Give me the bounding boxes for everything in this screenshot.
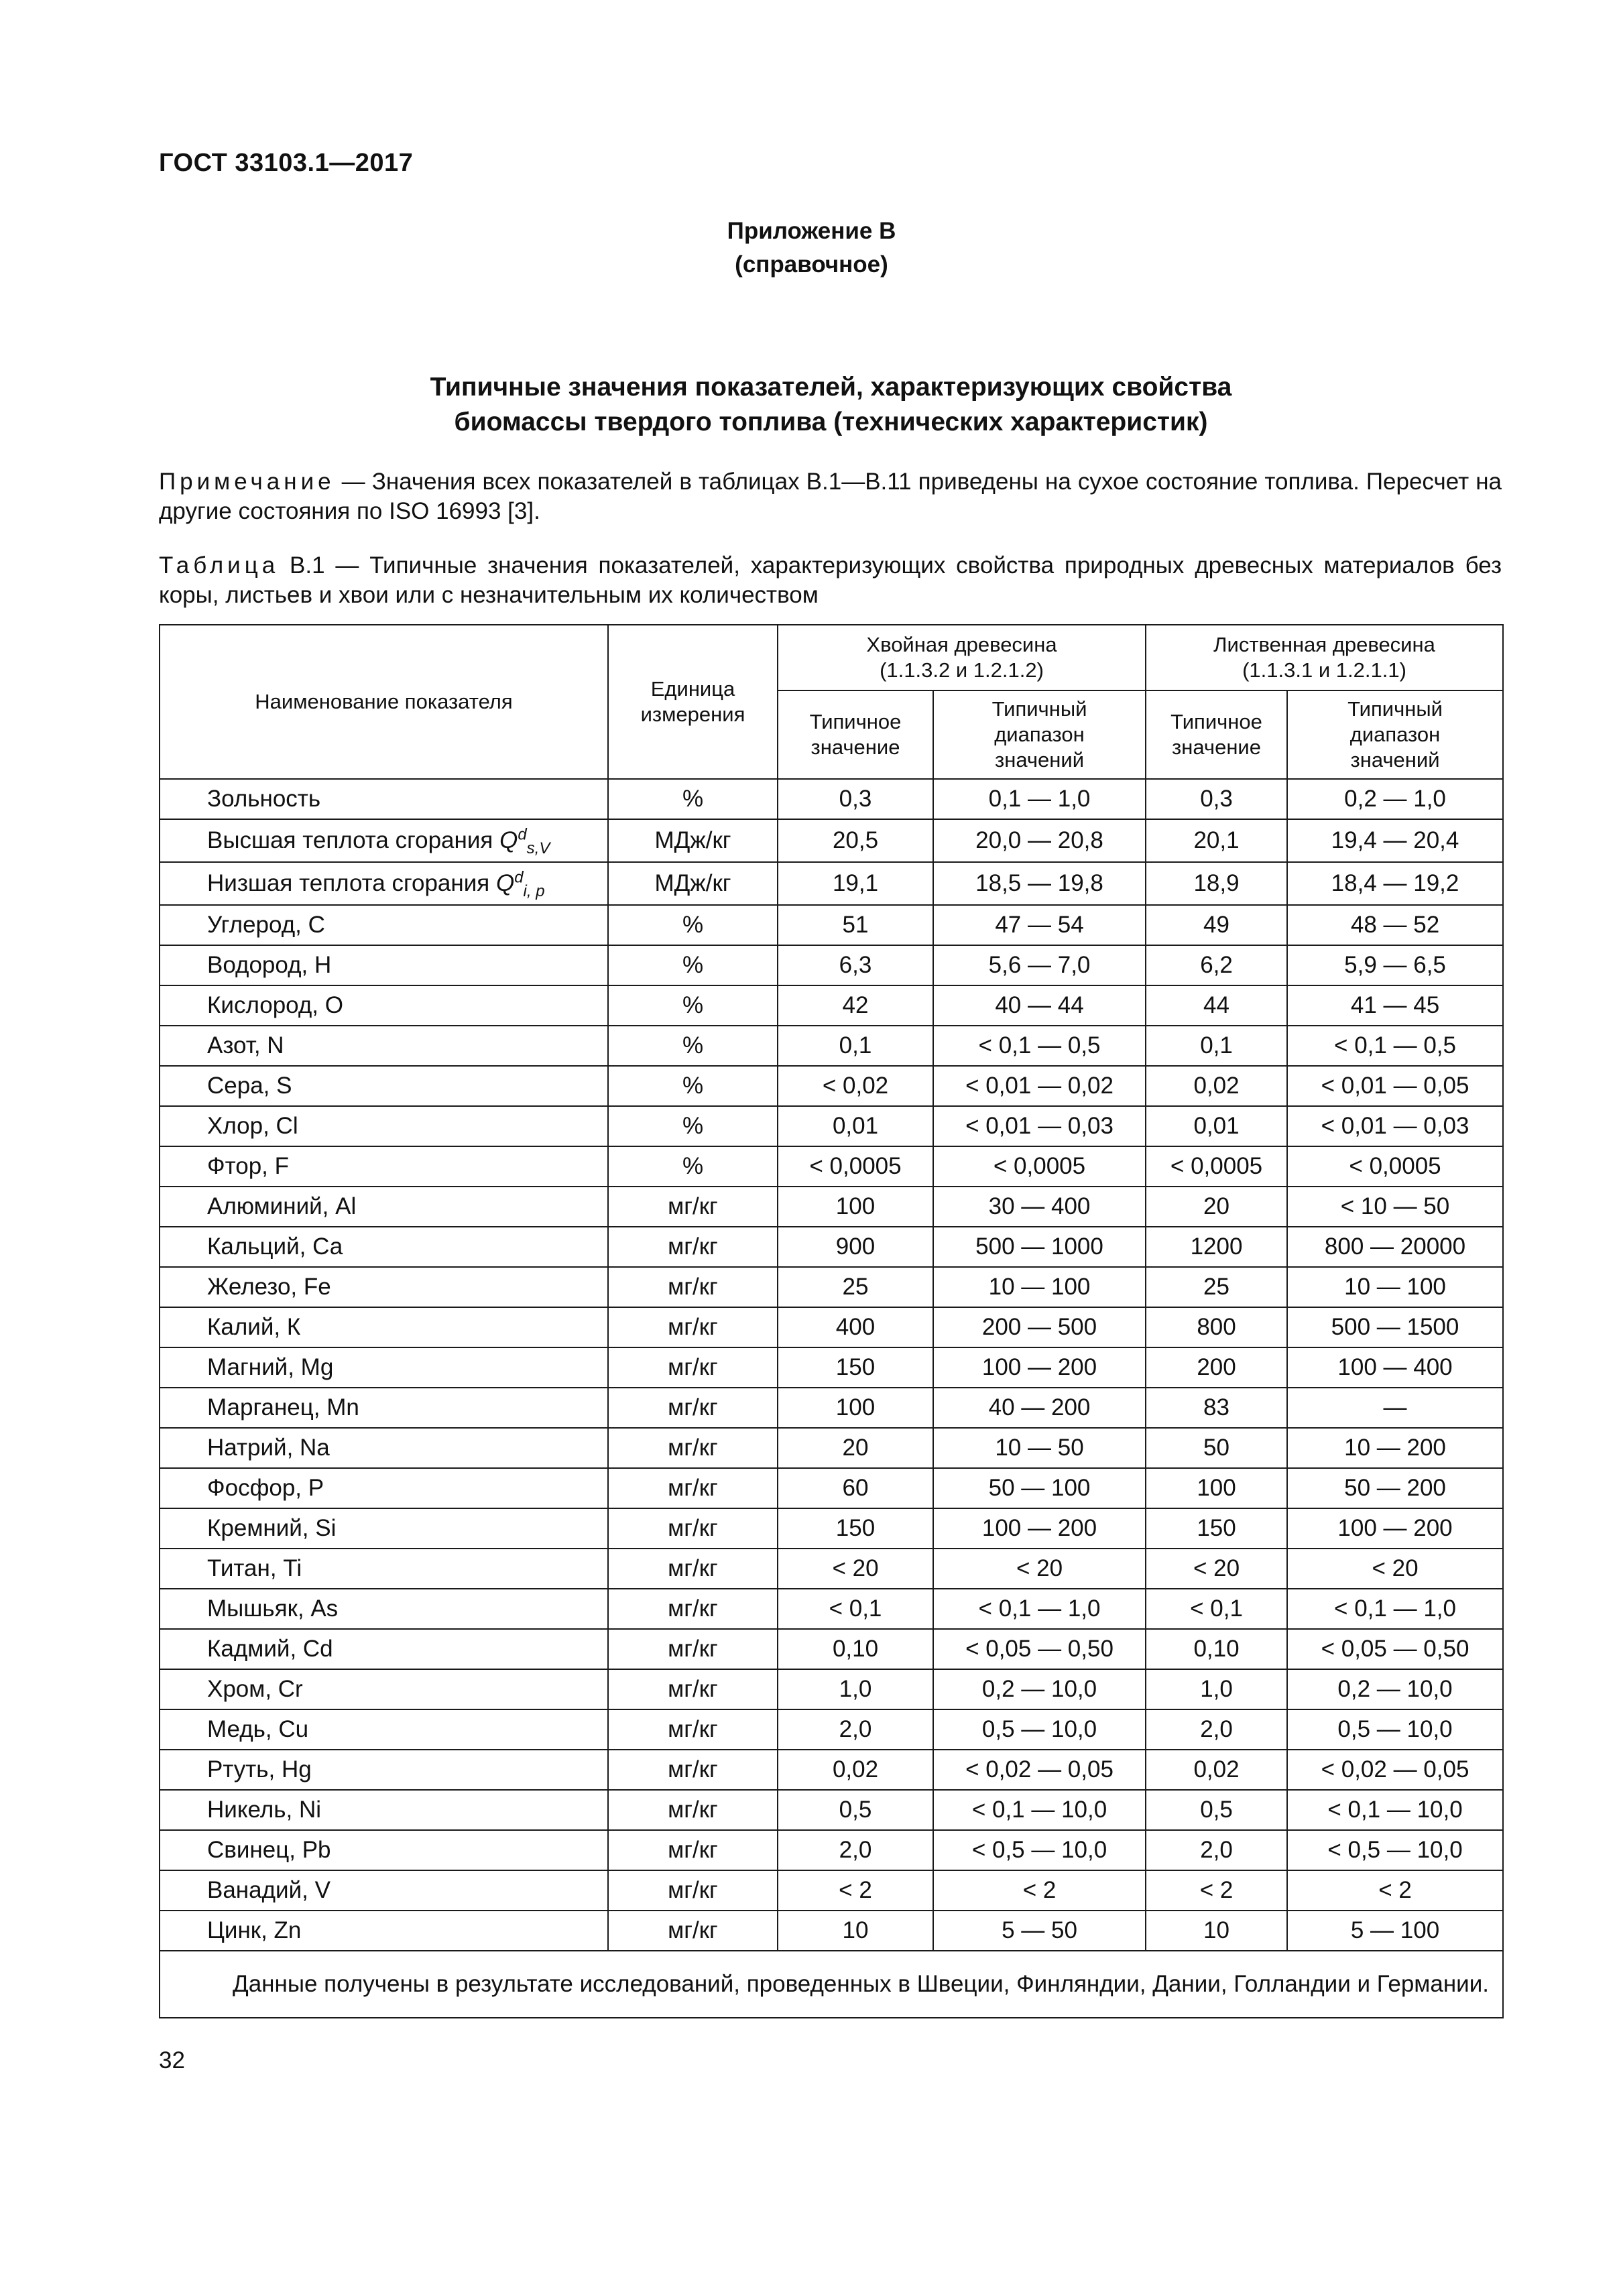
row-unit: мг/кг xyxy=(608,1830,778,1870)
row-name: Кислород, О xyxy=(160,985,608,1026)
row-deciduous-typical: 0,02 xyxy=(1146,1066,1287,1106)
row-conifer-typical: < 2 xyxy=(778,1870,933,1911)
row-conifer-range: < 0,01 — 0,03 xyxy=(933,1106,1146,1146)
page-title xyxy=(0,370,1623,440)
row-name: Хлор, Cl xyxy=(160,1106,608,1146)
row-deciduous-typical: 44 xyxy=(1146,985,1287,1026)
row-conifer-typical: < 0,0005 xyxy=(778,1146,933,1187)
row-conifer-typical: 6,3 xyxy=(778,945,933,985)
row-unit: мг/кг xyxy=(608,1388,778,1428)
row-deciduous-range: 10 — 200 xyxy=(1287,1428,1503,1468)
row-unit: МДж/кг xyxy=(608,862,778,905)
table-caption-label: Таблица xyxy=(159,552,280,579)
row-conifer-typical: 0,1 xyxy=(778,1026,933,1066)
row-deciduous-typical: 150 xyxy=(1146,1508,1287,1549)
row-unit: мг/кг xyxy=(608,1307,778,1347)
row-conifer-range: 0,2 — 10,0 xyxy=(933,1669,1146,1709)
row-conifer-typical: 0,3 xyxy=(778,779,933,819)
row-name: Хром, Cr xyxy=(160,1669,608,1709)
row-conifer-typical: < 0,1 xyxy=(778,1589,933,1629)
row-deciduous-typical: 25 xyxy=(1146,1267,1287,1307)
row-deciduous-range: — xyxy=(1287,1388,1503,1428)
row-conifer-range: < 2 xyxy=(933,1870,1146,1911)
col-header-conifer-line-2: (1.1.3.2 и 1.2.1.2) xyxy=(880,658,1044,682)
row-conifer-typical: 0,02 xyxy=(778,1750,933,1790)
row-name-text: Высшая теплота сгорания xyxy=(207,827,493,853)
note-label: Примечание xyxy=(159,469,335,495)
row-name: Кадмий, Cd xyxy=(160,1629,608,1669)
row-conifer-range: < 0,1 — 0,5 xyxy=(933,1026,1146,1066)
conifer-range-line-3: значений xyxy=(994,748,1085,772)
row-conifer-typical: 100 xyxy=(778,1388,933,1428)
row-deciduous-range: < 0,1 — 10,0 xyxy=(1287,1790,1503,1830)
row-symbol-sup: d xyxy=(518,825,527,844)
row-unit: % xyxy=(608,945,778,985)
col-header-deciduous-range xyxy=(1287,690,1503,779)
col-header-name: Наименование показателя xyxy=(160,625,608,779)
row-unit: % xyxy=(608,1146,778,1187)
row-conifer-range: < 0,5 — 10,0 xyxy=(933,1830,1146,1870)
table-footnote xyxy=(160,1951,1503,2018)
row-conifer-range: < 0,01 — 0,02 xyxy=(933,1066,1146,1106)
row-deciduous-range: < 10 — 50 xyxy=(1287,1187,1503,1227)
row-name: Свинец, Pb xyxy=(160,1830,608,1870)
row-deciduous-range: < 0,01 — 0,03 xyxy=(1287,1106,1503,1146)
row-deciduous-typical: 49 xyxy=(1146,905,1287,945)
row-conifer-typical: 150 xyxy=(778,1508,933,1549)
row-deciduous-range: 0,2 — 1,0 xyxy=(1287,779,1503,819)
row-name: Зольность xyxy=(160,779,608,819)
row-deciduous-range: < 0,1 — 0,5 xyxy=(1287,1026,1503,1066)
row-unit: мг/кг xyxy=(608,1549,778,1589)
row-symbol-sub: s,V xyxy=(526,839,550,857)
row-conifer-range: 200 — 500 xyxy=(933,1307,1146,1347)
page-title-line-1: Типичные значения показателей, характеризующих свойства xyxy=(430,373,1232,402)
row-deciduous-range: < 2 xyxy=(1287,1870,1503,1911)
col-header-unit xyxy=(608,625,778,779)
row-conifer-typical: 400 xyxy=(778,1307,933,1347)
row-deciduous-range: 18,4 — 19,2 xyxy=(1287,862,1503,905)
row-conifer-range: < 0,0005 xyxy=(933,1146,1146,1187)
row-unit: мг/кг xyxy=(608,1227,778,1267)
row-name: Азот, N xyxy=(160,1026,608,1066)
row-deciduous-range: 0,5 — 10,0 xyxy=(1287,1709,1503,1750)
row-deciduous-typical: 1,0 xyxy=(1146,1669,1287,1709)
row-conifer-typical: 900 xyxy=(778,1227,933,1267)
row-deciduous-range: 500 — 1500 xyxy=(1287,1307,1503,1347)
row-conifer-typical: 19,1 xyxy=(778,862,933,905)
footnote-text: Данные получены в результате исследований, проведенных в Швеции, Финляндии, Дании, Голландии и Германии. xyxy=(233,1971,1489,1997)
row-conifer-typical: 20 xyxy=(778,1428,933,1468)
row-conifer-range: 50 — 100 xyxy=(933,1468,1146,1508)
row-conifer-typical: < 20 xyxy=(778,1549,933,1589)
row-unit: мг/кг xyxy=(608,1790,778,1830)
row-deciduous-range: < 20 xyxy=(1287,1549,1503,1589)
row-name: Сера, S xyxy=(160,1066,608,1106)
row-deciduous-typical: 6,2 xyxy=(1146,945,1287,985)
row-name: Ванадий, V xyxy=(160,1870,608,1911)
conifer-range-line-2: диапазон xyxy=(994,723,1085,746)
row-symbol: Q xyxy=(495,870,515,896)
row-deciduous-range: 50 — 200 xyxy=(1287,1468,1503,1508)
row-conifer-typical: 60 xyxy=(778,1468,933,1508)
row-symbol-sub: i, p xyxy=(523,882,545,900)
row-unit: мг/кг xyxy=(608,1508,778,1549)
col-header-deciduous-line-2: (1.1.3.1 и 1.2.1.1) xyxy=(1242,658,1406,682)
row-deciduous-typical: 20 xyxy=(1146,1187,1287,1227)
col-header-conifer-range xyxy=(933,690,1146,779)
deciduous-range-line-3: значений xyxy=(1350,748,1440,772)
row-name: Марганец, Mn xyxy=(160,1388,608,1428)
page-title-line-2: биомассы твердого топлива (технических характеристик) xyxy=(454,408,1208,436)
row-conifer-range: 100 — 200 xyxy=(933,1508,1146,1549)
row-conifer-range: < 0,1 — 1,0 xyxy=(933,1589,1146,1629)
row-conifer-typical: 2,0 xyxy=(778,1709,933,1750)
row-unit: % xyxy=(608,779,778,819)
deciduous-range-line-2: диапазон xyxy=(1349,723,1441,746)
conifer-range-line-1: Типичный xyxy=(991,697,1087,721)
row-deciduous-typical: 20,1 xyxy=(1146,819,1287,862)
row-deciduous-typical: 2,0 xyxy=(1146,1830,1287,1870)
row-conifer-range: 40 — 44 xyxy=(933,985,1146,1026)
row-name: Кремний, Si xyxy=(160,1508,608,1549)
row-conifer-range: 100 — 200 xyxy=(933,1347,1146,1388)
row-conifer-range: 10 — 50 xyxy=(933,1428,1146,1468)
row-unit: % xyxy=(608,1066,778,1106)
col-header-unit-line-1: Единица xyxy=(650,677,735,701)
row-deciduous-range: 0,2 — 10,0 xyxy=(1287,1669,1503,1709)
row-name: Мышьяк, As xyxy=(160,1589,608,1629)
row-conifer-range: 500 — 1000 xyxy=(933,1227,1146,1267)
row-deciduous-range: 5,9 — 6,5 xyxy=(1287,945,1503,985)
col-header-conifer xyxy=(778,625,1146,690)
row-deciduous-typical: 1200 xyxy=(1146,1227,1287,1267)
row-unit: мг/кг xyxy=(608,1709,778,1750)
row-name: Натрий, Na xyxy=(160,1428,608,1468)
row-deciduous-range: < 0,05 — 0,50 xyxy=(1287,1629,1503,1669)
row-conifer-range: < 0,1 — 10,0 xyxy=(933,1790,1146,1830)
row-conifer-typical: < 0,02 xyxy=(778,1066,933,1106)
row-deciduous-range: 41 — 45 xyxy=(1287,985,1503,1026)
row-deciduous-range: 800 — 20000 xyxy=(1287,1227,1503,1267)
row-conifer-typical: 51 xyxy=(778,905,933,945)
row-deciduous-range: < 0,02 — 0,05 xyxy=(1287,1750,1503,1790)
row-conifer-range: 18,5 — 19,8 xyxy=(933,862,1146,905)
row-conifer-range: 40 — 200 xyxy=(933,1388,1146,1428)
row-unit: мг/кг xyxy=(608,1870,778,1911)
row-conifer-typical: 100 xyxy=(778,1187,933,1227)
row-name xyxy=(160,862,608,905)
row-conifer-typical: 20,5 xyxy=(778,819,933,862)
row-conifer-range: 5 — 50 xyxy=(933,1911,1146,1951)
row-deciduous-typical: 0,1 xyxy=(1146,1026,1287,1066)
row-conifer-typical: 0,10 xyxy=(778,1629,933,1669)
col-header-deciduous xyxy=(1146,625,1503,690)
row-deciduous-typical: 100 xyxy=(1146,1468,1287,1508)
row-deciduous-typical: 0,5 xyxy=(1146,1790,1287,1830)
row-conifer-range: 5,6 — 7,0 xyxy=(933,945,1146,985)
row-conifer-typical: 0,01 xyxy=(778,1106,933,1146)
row-conifer-range: 0,1 — 1,0 xyxy=(933,779,1146,819)
page-number: 32 xyxy=(159,2047,185,2073)
note-text: — Значения всех показателей в таблицах В.1—В.11 приведены на сухое состояние топлива. Пересчет на другие состояния по ISO 16993 [3]. xyxy=(159,469,1502,524)
row-deciduous-typical: 83 xyxy=(1146,1388,1287,1428)
row-deciduous-range: 5 — 100 xyxy=(1287,1911,1503,1951)
row-deciduous-typical: < 0,0005 xyxy=(1146,1146,1287,1187)
row-deciduous-typical: 10 xyxy=(1146,1911,1287,1951)
row-deciduous-typical: 2,0 xyxy=(1146,1709,1287,1750)
properties-table xyxy=(159,624,1504,2018)
row-unit: мг/кг xyxy=(608,1428,778,1468)
row-deciduous-typical: 0,3 xyxy=(1146,779,1287,819)
row-unit: МДж/кг xyxy=(608,819,778,862)
row-unit: мг/кг xyxy=(608,1629,778,1669)
standard-designation: ГОСТ 33103.1—2017 xyxy=(159,149,414,177)
row-deciduous-range: 48 — 52 xyxy=(1287,905,1503,945)
row-conifer-typical: 1,0 xyxy=(778,1669,933,1709)
row-unit: % xyxy=(608,985,778,1026)
deciduous-range-line-1: Типичный xyxy=(1347,697,1443,721)
row-name xyxy=(160,819,608,862)
row-name: Фосфор, Р xyxy=(160,1468,608,1508)
row-deciduous-typical: < 0,1 xyxy=(1146,1589,1287,1629)
row-conifer-range: 0,5 — 10,0 xyxy=(933,1709,1146,1750)
row-deciduous-range: < 0,1 — 1,0 xyxy=(1287,1589,1503,1629)
row-unit: мг/кг xyxy=(608,1187,778,1227)
col-header-deciduous-line-1: Лиственная древесина xyxy=(1213,633,1435,656)
row-conifer-range: 20,0 — 20,8 xyxy=(933,819,1146,862)
row-name: Кальций, Са xyxy=(160,1227,608,1267)
row-unit: % xyxy=(608,905,778,945)
row-conifer-range: < 0,02 — 0,05 xyxy=(933,1750,1146,1790)
row-conifer-range: 47 — 54 xyxy=(933,905,1146,945)
row-name: Железо, Fe xyxy=(160,1267,608,1307)
row-name: Цинк, Zn xyxy=(160,1911,608,1951)
note-paragraph xyxy=(159,467,1502,526)
appendix-heading xyxy=(0,215,1623,282)
row-name: Медь, Cu xyxy=(160,1709,608,1750)
row-conifer-range: 30 — 400 xyxy=(933,1187,1146,1227)
col-header-conifer-line-1: Хвойная древесина xyxy=(866,633,1057,656)
row-symbol: Q xyxy=(499,827,518,853)
appendix-type: (справочное) xyxy=(735,251,888,278)
row-unit: мг/кг xyxy=(608,1347,778,1388)
row-conifer-typical: 42 xyxy=(778,985,933,1026)
row-deciduous-range: < 0,0005 xyxy=(1287,1146,1503,1187)
deciduous-typical-line-2: значение xyxy=(1172,735,1261,759)
table-caption-text: В.1 — Типичные значения показателей, характеризующих свойства природных древесных материалов без коры, листьев и хвои или с незначительным их количеством xyxy=(159,552,1502,608)
row-conifer-typical: 0,5 xyxy=(778,1790,933,1830)
conifer-typical-line-2: значение xyxy=(810,735,900,759)
row-unit: % xyxy=(608,1106,778,1146)
row-conifer-typical: 25 xyxy=(778,1267,933,1307)
col-header-unit-line-2: измерения xyxy=(640,703,745,726)
row-conifer-typical: 150 xyxy=(778,1347,933,1388)
row-unit: % xyxy=(608,1026,778,1066)
row-conifer-typical: 10 xyxy=(778,1911,933,1951)
row-deciduous-range: < 0,01 — 0,05 xyxy=(1287,1066,1503,1106)
row-name: Углерод, С xyxy=(160,905,608,945)
row-deciduous-range: 100 — 400 xyxy=(1287,1347,1503,1388)
row-deciduous-typical: 0,01 xyxy=(1146,1106,1287,1146)
conifer-typical-line-1: Типичное xyxy=(809,710,902,733)
deciduous-typical-line-1: Типичное xyxy=(1170,710,1262,733)
appendix-title: Приложение В xyxy=(727,218,896,244)
row-deciduous-typical: < 2 xyxy=(1146,1870,1287,1911)
row-unit: мг/кг xyxy=(608,1589,778,1629)
row-name: Магний, Mg xyxy=(160,1347,608,1388)
row-deciduous-typical: 50 xyxy=(1146,1428,1287,1468)
row-conifer-range: 10 — 100 xyxy=(933,1267,1146,1307)
row-unit: мг/кг xyxy=(608,1750,778,1790)
row-unit: мг/кг xyxy=(608,1669,778,1709)
row-name: Фтор, F xyxy=(160,1146,608,1187)
row-conifer-range: < 20 xyxy=(933,1549,1146,1589)
row-conifer-range: < 0,05 — 0,50 xyxy=(933,1629,1146,1669)
row-deciduous-typical: 0,02 xyxy=(1146,1750,1287,1790)
row-name: Ртуть, Hg xyxy=(160,1750,608,1790)
row-deciduous-typical: < 20 xyxy=(1146,1549,1287,1589)
col-header-deciduous-typical xyxy=(1146,690,1287,779)
row-deciduous-range: 19,4 — 20,4 xyxy=(1287,819,1503,862)
row-deciduous-range: 10 — 100 xyxy=(1287,1267,1503,1307)
row-symbol-sup: d xyxy=(514,868,524,887)
row-name: Титан, Ti xyxy=(160,1549,608,1589)
row-conifer-typical: 2,0 xyxy=(778,1830,933,1870)
row-name: Алюминий, Al xyxy=(160,1187,608,1227)
row-unit: мг/кг xyxy=(608,1267,778,1307)
row-name-text: Низшая теплота сгорания xyxy=(207,870,490,896)
row-deciduous-range: < 0,5 — 10,0 xyxy=(1287,1830,1503,1870)
row-deciduous-typical: 0,10 xyxy=(1146,1629,1287,1669)
row-deciduous-typical: 18,9 xyxy=(1146,862,1287,905)
row-unit: мг/кг xyxy=(608,1911,778,1951)
col-header-conifer-typical xyxy=(778,690,933,779)
row-deciduous-typical: 200 xyxy=(1146,1347,1287,1388)
table-caption xyxy=(159,551,1502,610)
row-deciduous-range: 100 — 200 xyxy=(1287,1508,1503,1549)
row-deciduous-typical: 800 xyxy=(1146,1307,1287,1347)
row-unit: мг/кг xyxy=(608,1468,778,1508)
row-name: Водород, Н xyxy=(160,945,608,985)
row-name: Калий, К xyxy=(160,1307,608,1347)
row-name: Никель, Ni xyxy=(160,1790,608,1830)
